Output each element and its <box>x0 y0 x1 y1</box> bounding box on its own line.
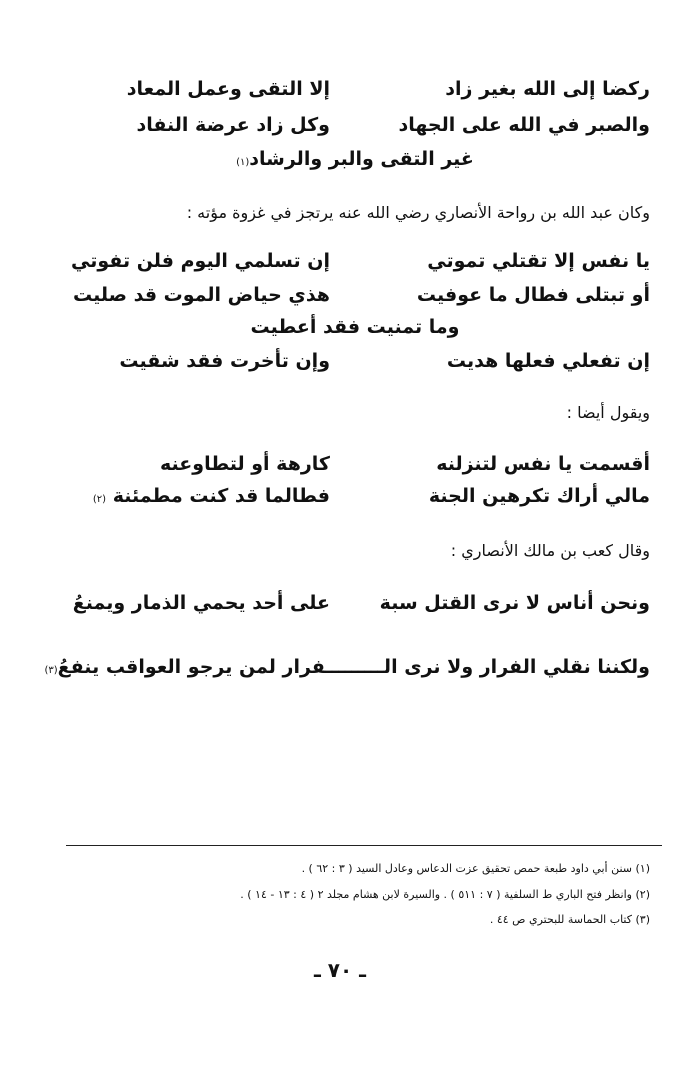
page-number: ـ ٧٠ ـ <box>313 958 367 982</box>
verse-center-line: غير التقى والبر والرشاد <box>249 148 474 170</box>
poem4-verse-2 <box>44 656 650 692</box>
poem2-verse-2 <box>60 284 650 320</box>
footnote-divider <box>66 845 662 846</box>
hemistich-first: مالي أراك تكرهين الجنة <box>428 485 650 507</box>
verse-center-line: وما تمنيت فقد أعطيت <box>250 316 460 338</box>
hemistich-first: ركضا إلى الله بغير زاد <box>445 78 650 100</box>
hemistich-second: وإن تأخرت فقد شقيت <box>119 350 330 372</box>
hemistich-second: على أحد يحمي الذمار ويمنعُ <box>72 592 330 614</box>
poem2-verse-3 <box>60 316 650 352</box>
footnote-1: (١) سنن أبي داود طبعة حمص تحقيق عزت الدعاس وعادل السيد ( ٣ : ٦٢ ) . <box>301 862 650 875</box>
intro-paragraph-2: ويقول أيضا : <box>566 403 650 422</box>
intro-paragraph-3: وقال كعب بن مالك الأنصاري : <box>450 541 650 560</box>
hemistich-first: والصبر في الله على الجهاد <box>398 114 650 136</box>
hemistich-first: يا نفس إلا تقتلي تموتي <box>427 250 650 272</box>
hemistich-first: أقسمت يا نفس لتنزلنه <box>436 453 650 475</box>
poem3-verse-2 <box>60 485 650 521</box>
footnote-marker: (١) <box>236 157 250 168</box>
poem2-verse-4 <box>60 350 650 386</box>
poem1-verse-3 <box>60 148 650 184</box>
hemistich-second: إن تسلمي اليوم فلن تفوتي <box>71 250 330 272</box>
footnote-2: (٢) وانظر فتح الباري ط السلفية ( ٧ : ٥١١ ) . والسيرة لابن هشام مجلد ٢ ( ٤ : ١٣ - ١٤ ) . <box>240 888 650 901</box>
hemistich-second: وكل زاد عرضة النفاد <box>136 114 330 136</box>
footnote-3: (٣) كتاب الحماسة للبحتري ص ٤٤ . <box>489 913 650 926</box>
hemistich-second: فطالما قد كنت مطمئنة (٢) <box>92 485 330 507</box>
intro-paragraph-1: وكان عبد الله بن رواحة الأنصاري رضي الله عنه يرتجز في غزوة مؤته : <box>186 203 650 222</box>
hemistich-second: كارهة أو لتطاوعنه <box>160 453 330 475</box>
hemistich-second: هذي حياض الموت قد صليت <box>73 284 330 306</box>
hemistich-second: إلا التقى وعمل المعاد <box>126 78 330 100</box>
footnote-marker: (٣) <box>44 665 58 676</box>
hemistich-first: أو تبتلى فطال ما عوفيت <box>416 284 650 306</box>
poem1-verse-1 <box>60 78 650 114</box>
hemistich-first: ونحن أناس لا نرى القتل سبة <box>379 592 650 614</box>
poem2-verse-1 <box>60 250 650 286</box>
footnote-marker: (٢) <box>92 494 107 505</box>
poem3-verse-1 <box>60 453 650 489</box>
verse-full-line: ولكننا نقلي الفرار ولا نرى الـــــــــفرار لمن يرجو العواقب ينفعُ(٣) <box>44 656 650 678</box>
hemistich-first: إن تفعلي فعلها هديت <box>446 350 650 372</box>
poem4-verse-1 <box>60 592 650 628</box>
poem1-verse-2 <box>60 114 650 150</box>
